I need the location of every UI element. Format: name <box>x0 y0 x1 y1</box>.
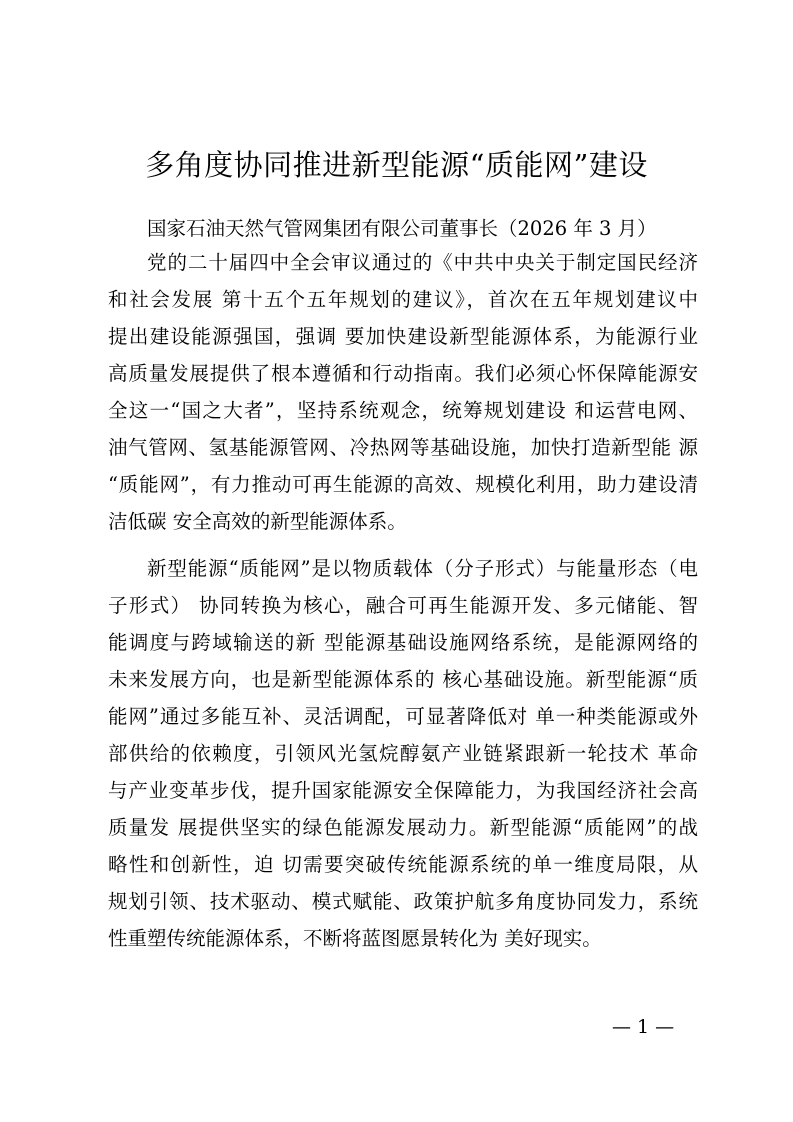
text-line: 未来发展方向，也是新型能源体系的 核心基础设施。新型能源“质 <box>108 668 698 691</box>
text-line: 能调度与跨域输送的新 型能源基础设施网络系统，是能源网络的 <box>108 631 698 654</box>
text-line: 和社会发展 第十五个五年规划的建议》，首次在五年规划建议中 <box>108 288 698 311</box>
text-line: 油气管网、氢基能源管网、冷热网等基础设施，加快打造新型能 源 <box>108 436 698 459</box>
text-line: 高质量发展提供了根本遵循和行动指南。我们必须心怀保障能源安 <box>108 362 698 385</box>
author-byline: 国家石油天然气管网集团有限公司董事长（2026 年 3 月） <box>147 217 657 240</box>
text-line: “质能网”，有力推动可再生能源的高效、规模化利用，助力建设清 <box>108 473 698 496</box>
text-line: 全这一“国之大者”，坚持系统观念，统筹规划建设 和运营电网、 <box>108 399 698 422</box>
text-line: 新型能源“质能网”是以物质载体（分子形式）与能量形态（电 <box>147 557 698 580</box>
text-line: 党的二十届四中全会审议通过的《中共中央关于制定国民经济 <box>147 251 698 274</box>
text-line: 规划引领、技术驱动、模式赋能、政策护航多角度协同发力，系统 <box>108 890 698 913</box>
text-line: 提出建设能源强国，强调 要加快建设新型能源体系，为能源行业 <box>108 325 698 348</box>
text-line: 洁低碳 安全高效的新型能源体系。 <box>108 510 407 533</box>
text-line: 能网”通过多能互补、灵活调配，可显著降低对 单一种类能源或外 <box>108 705 698 728</box>
text-line: 部供给的依赖度，引领风光氢烷醇氨产业链紧跟新一轮技术 革命 <box>108 742 698 765</box>
text-line: 质量发 展提供坚实的绿色能源发展动力。新型能源“质能网”的战 <box>108 816 698 839</box>
page-number: — 1 — <box>612 1016 675 1038</box>
text-line: 子形式） 协同转换为核心，融合可再生能源开发、多元储能、智 <box>108 594 698 617</box>
text-line: 略性和创新性，迫 切需要突破传统能源系统的单一维度局限，从 <box>108 853 698 876</box>
text-line: 性重塑传统能源体系，不断将蓝图愿景转化为 美好现实。 <box>108 927 602 950</box>
paragraph-2 <box>108 550 698 957</box>
text-line: 与产业变革步伐，提升国家能源安全保障能力，为我国经济社会高 <box>108 779 698 802</box>
paragraph-1 <box>108 244 698 540</box>
document-title: 多角度协同推进新型能源“质能网”建设 <box>145 148 648 182</box>
